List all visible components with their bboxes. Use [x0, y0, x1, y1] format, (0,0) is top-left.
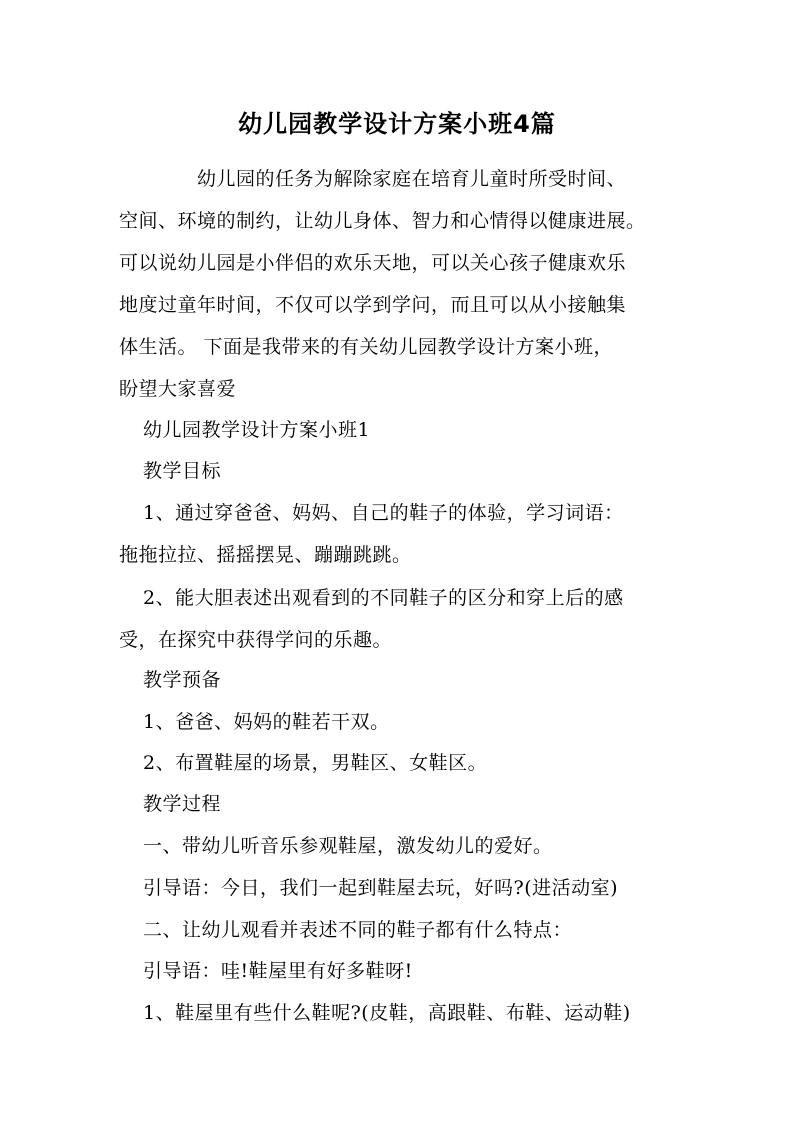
preparation-1: 1、爸爸、妈妈的鞋若干双。	[143, 711, 390, 733]
intro-line-4: 地度过童年时间，不仅可以学到学问，而且可以从小接触集	[119, 294, 627, 316]
intro-line-3: 可以说幼儿园是小伴侣的欢乐天地，可以关心孩子健康欢乐	[119, 252, 627, 274]
goal-2-line-2: 受，在探究中获得学问的乐趣。	[119, 629, 393, 651]
process-question-1: 1、鞋屋里有些什么鞋呢?(皮鞋，高跟鞋、布鞋、运动鞋)	[143, 1002, 631, 1024]
intro-line-6: 盼望大家喜爱	[119, 378, 237, 400]
subheading-preparation: 教学预备	[143, 669, 222, 691]
process-step-2: 二、让幼儿观看并表述不同的鞋子都有什么特点：	[143, 919, 573, 941]
process-guide-1: 引导语：今日，我们一起到鞋屋去玩，好吗?(进活动室)	[143, 877, 619, 899]
intro-line-2: 空间、环境的制约，让幼儿身体、智力和心情得以健康进展。	[119, 210, 646, 232]
goal-1-line-2: 拖拖拉拉、摇摇摆晃、蹦蹦跳跳。	[119, 544, 412, 566]
document-title: 幼儿园教学设计方案小班4篇	[238, 110, 556, 138]
process-guide-2: 引导语：哇!鞋屋里有好多鞋呀!	[143, 960, 413, 982]
process-step-1: 一、带幼儿听音乐参观鞋屋，激发幼儿的爱好。	[143, 835, 553, 857]
goal-2-line-1: 2、能大胆表述出观看到的不同鞋子的区分和穿上后的感	[143, 587, 624, 609]
section-heading: 幼儿园教学设计方案小班1	[143, 419, 371, 441]
intro-line-1: 幼儿园的任务为解除家庭在培育儿童时所受时间、	[197, 168, 627, 190]
subheading-goals: 教学目标	[143, 460, 222, 482]
intro-line-5: 体生活。 下面是我带来的有关幼儿园教学设计方案小班，	[119, 336, 614, 358]
subheading-process: 教学过程	[143, 793, 222, 815]
preparation-2: 2、布置鞋屋的场景，男鞋区、女鞋区。	[143, 752, 488, 774]
goal-1-line-1: 1、通过穿爸爸、妈妈、自己的鞋子的体验，学习词语：	[143, 502, 624, 524]
